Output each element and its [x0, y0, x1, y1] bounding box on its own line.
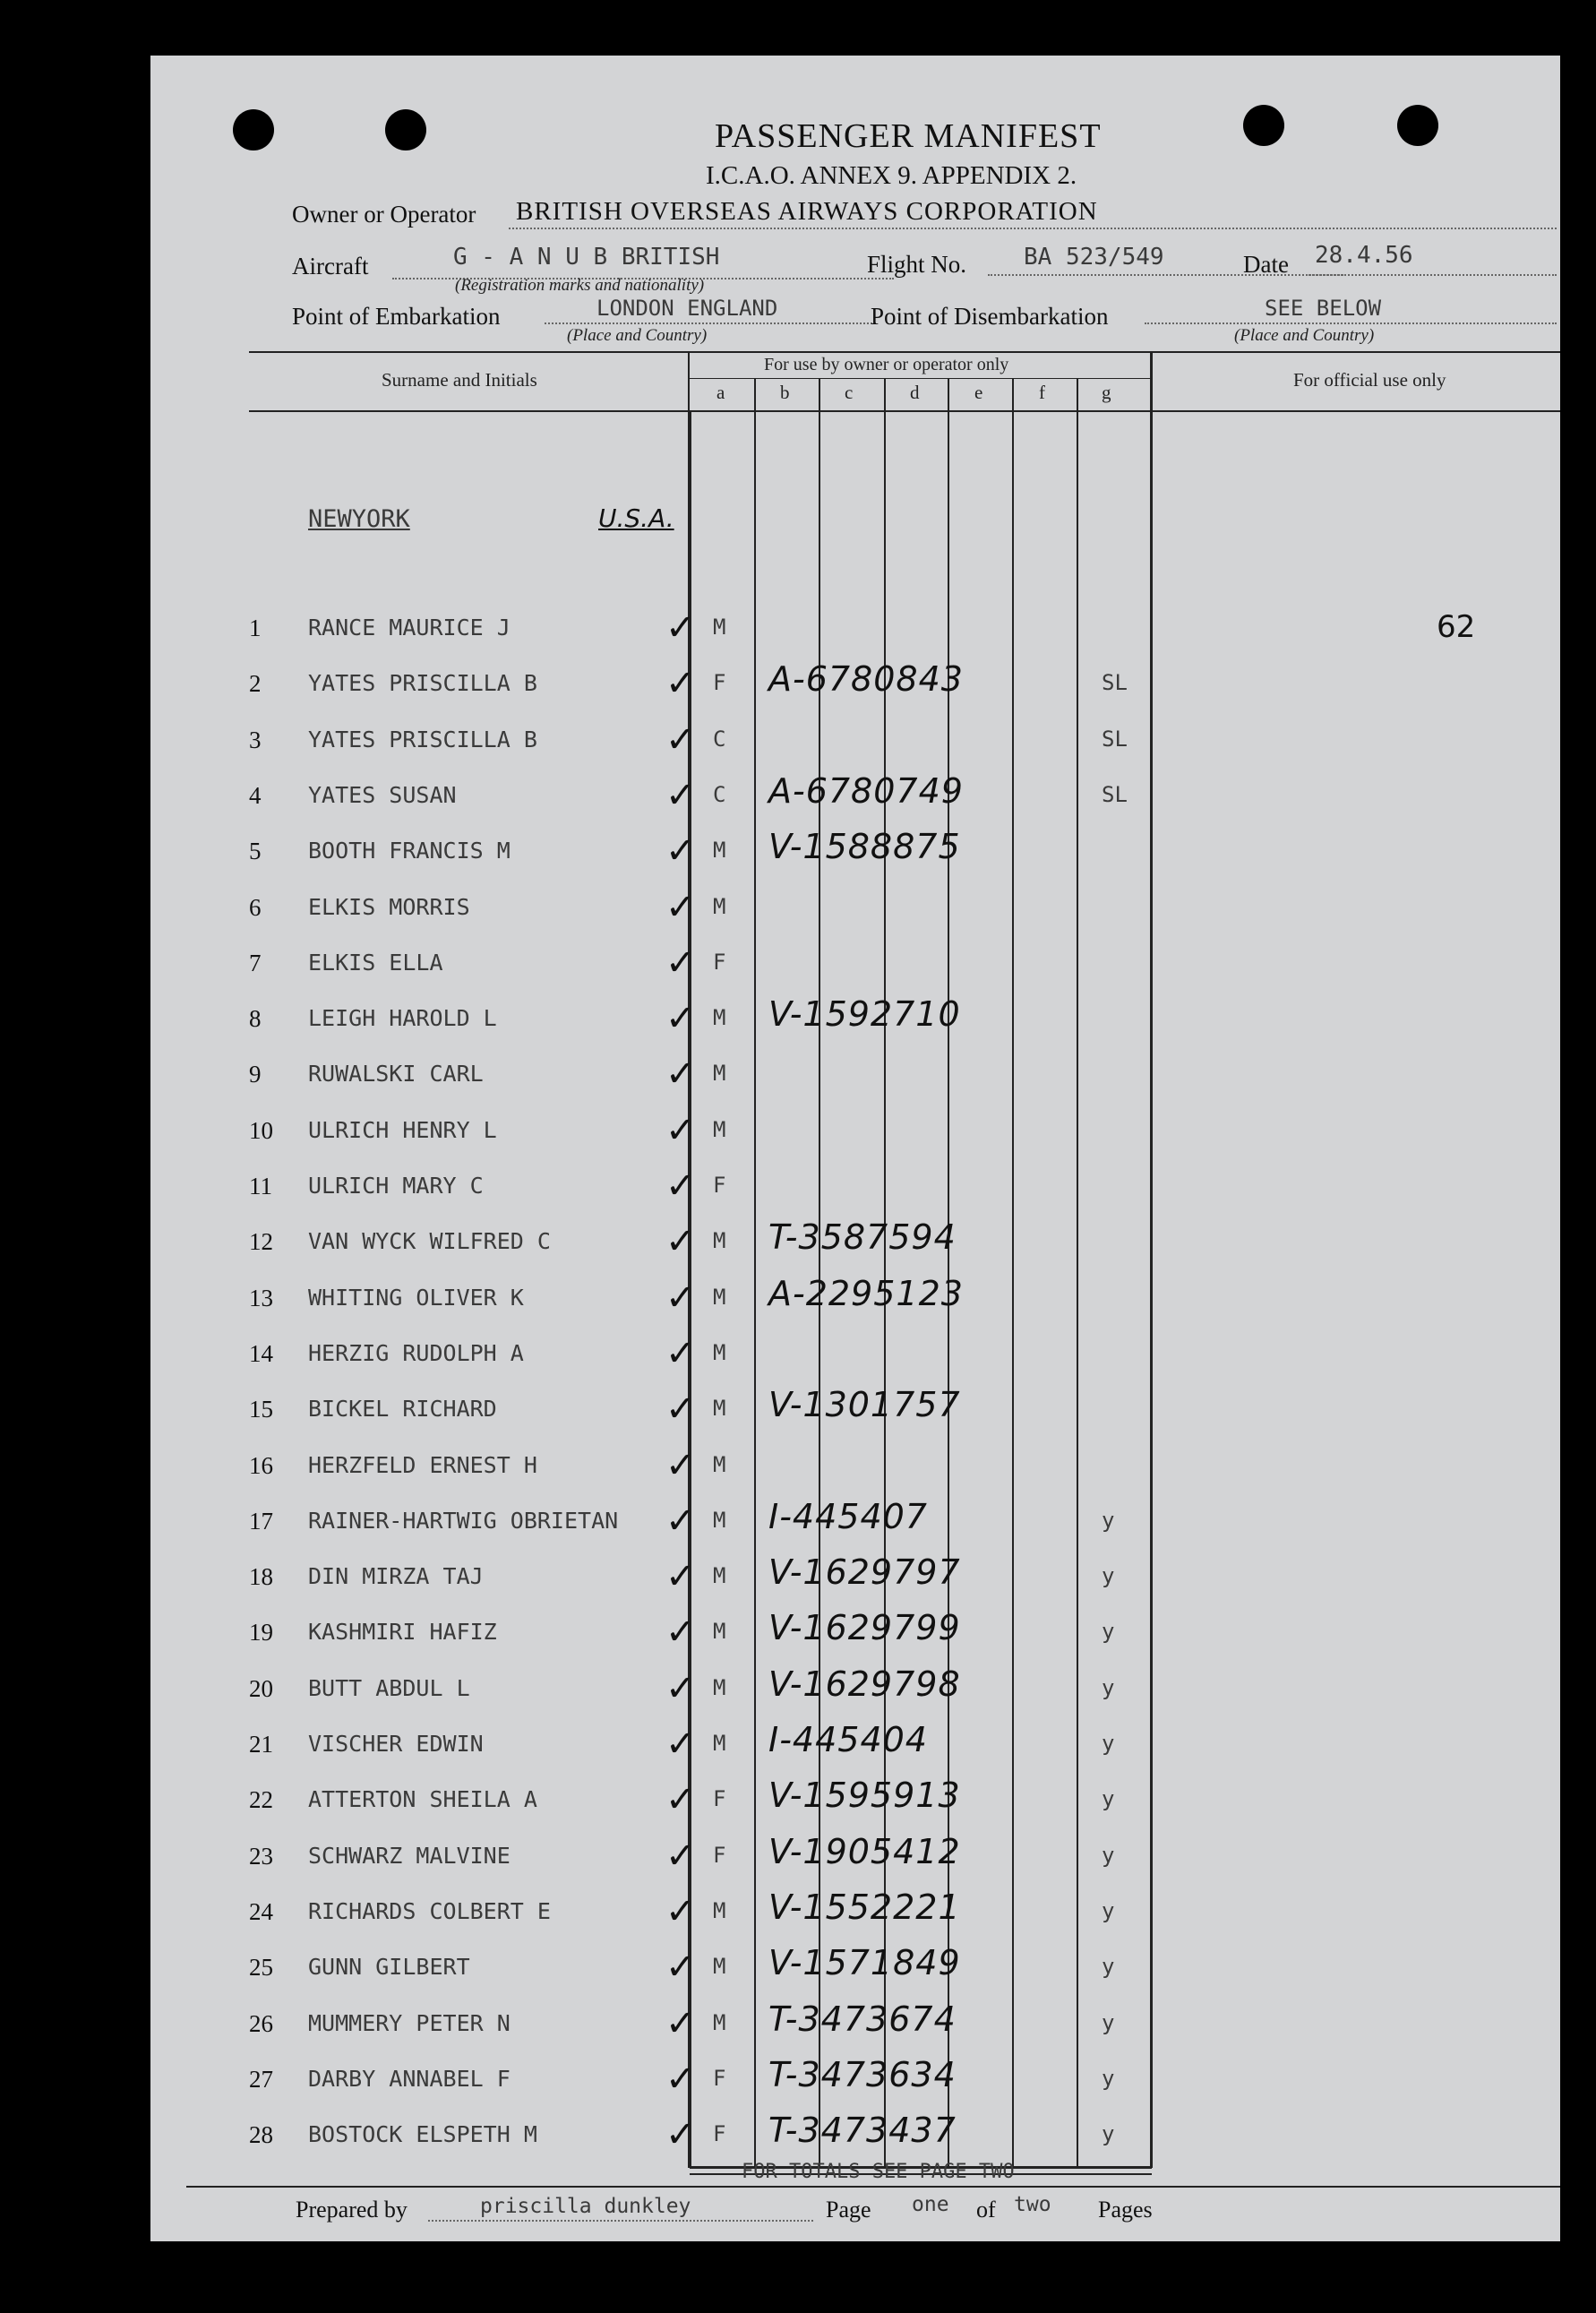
row-number: 26 — [249, 2009, 273, 2037]
document-number: T-3473634 — [768, 2054, 957, 2094]
row-number: 14 — [249, 1339, 273, 1367]
column-g-code: y — [1102, 1897, 1115, 1923]
manifest-title: PASSENGER MANIFEST — [715, 117, 1102, 155]
check-mark-icon: ✓ — [665, 718, 696, 761]
sex-code: C — [713, 726, 726, 752]
check-mark-icon: ✓ — [665, 1053, 696, 1096]
page-label: Page — [826, 2197, 871, 2223]
check-mark-icon: ✓ — [665, 607, 696, 649]
passenger-name: HERZFELD ERNEST H — [308, 1451, 537, 1478]
passenger-name: SCHWARZ MALVINE — [308, 1842, 511, 1869]
destination-city: NEWYORK — [308, 505, 410, 533]
passenger-name: ULRICH HENRY L — [308, 1116, 497, 1143]
check-mark-icon: ✓ — [665, 886, 696, 928]
passenger-name: RAINER-HARTWIG OBRIETAN — [308, 1507, 619, 1534]
manifest-sheet — [150, 56, 1560, 2241]
of-label: of — [976, 2197, 996, 2223]
document-number: T-3473674 — [768, 1999, 957, 2039]
pages-label: Pages — [1098, 2197, 1153, 2223]
embarkation-label: Point of Embarkation — [292, 303, 501, 330]
sex-code: M — [713, 1897, 726, 1923]
column-g-code: y — [1102, 2121, 1115, 2147]
document-number: V-1629799 — [768, 1608, 961, 1648]
column-g-code: y — [1102, 1731, 1115, 1756]
row-number: 10 — [249, 1116, 273, 1144]
document-number: V-1552221 — [768, 1887, 961, 1927]
sex-code: M — [713, 1061, 726, 1087]
row-number: 21 — [249, 1731, 273, 1758]
page-value: one — [912, 2193, 949, 2216]
destination-country: U.S.A. — [598, 503, 674, 533]
document-number: T-3473437 — [768, 2111, 957, 2151]
punch-hole-right-1 — [1243, 105, 1284, 146]
column-header-name: Surname and Initials — [382, 369, 537, 391]
subcol-g: g — [1102, 382, 1111, 403]
check-mark-icon: ✓ — [665, 1947, 696, 1989]
passenger-name: ELKIS MORRIS — [308, 893, 470, 920]
check-mark-icon: ✓ — [665, 1389, 696, 1431]
sex-code: M — [713, 1451, 726, 1477]
row-number: 6 — [249, 893, 262, 921]
document-number: V-1905412 — [768, 1831, 961, 1871]
sex-code: M — [713, 1674, 726, 1700]
passenger-name: YATES PRISCILLA B — [308, 726, 537, 752]
row-number: 27 — [249, 2065, 273, 2093]
disembarkation-caption: (Place and Country) — [1234, 326, 1375, 345]
row-number: 4 — [249, 781, 262, 809]
aircraft-value: G - A N U B BRITISH — [453, 244, 720, 271]
subcol-d: d — [910, 382, 920, 403]
flight-label: Flight No. — [867, 251, 967, 278]
totals-note: FOR TOTALS SEE PAGE TWO — [742, 2161, 1015, 2183]
subcol-a: a — [716, 382, 725, 403]
sex-code: M — [713, 838, 726, 864]
column-g-code: y — [1102, 1674, 1115, 1700]
passenger-name: DARBY ANNABEL F — [308, 2065, 511, 2092]
passenger-name: ULRICH MARY C — [308, 1173, 484, 1199]
document-number: V-1629797 — [768, 1552, 961, 1593]
row-number: 1 — [249, 615, 262, 641]
owner-label: Owner or Operator — [292, 201, 476, 228]
aircraft-label: Aircraft — [292, 253, 369, 279]
column-g-code: y — [1102, 2009, 1115, 2035]
sex-code: F — [713, 670, 726, 696]
document-number: A-6780843 — [768, 659, 964, 700]
check-mark-icon: ✓ — [665, 1890, 696, 1932]
check-mark-icon: ✓ — [665, 1779, 696, 1821]
document-number: A-6780749 — [768, 770, 964, 811]
disembarkation-label: Point of Disembarkation — [871, 303, 1109, 330]
column-g-code: y — [1102, 1619, 1115, 1645]
row-number: 2 — [249, 670, 262, 698]
check-mark-icon: ✓ — [665, 1500, 696, 1542]
check-mark-icon: ✓ — [665, 1835, 696, 1877]
row-number: 25 — [249, 1954, 273, 1982]
passenger-name: YATES PRISCILLA B — [308, 670, 537, 697]
document-number: I-445407 — [768, 1496, 928, 1536]
embarkation-caption: (Place and Country) — [567, 326, 708, 345]
punch-hole-right-2 — [1397, 105, 1438, 146]
row-number: 12 — [249, 1228, 273, 1256]
check-mark-icon: ✓ — [665, 1556, 696, 1598]
sex-code: M — [713, 1619, 726, 1645]
owner-value: BRITISH OVERSEAS AIRWAYS CORPORATION — [516, 197, 1098, 226]
column-g-code: SL — [1102, 726, 1128, 752]
passenger-name: MUMMERY PETER N — [308, 2009, 511, 2036]
check-mark-icon: ✓ — [665, 1444, 696, 1486]
subcol-b: b — [780, 382, 790, 403]
passenger-name: YATES SUSAN — [308, 781, 457, 808]
column-g-code: y — [1102, 1842, 1115, 1868]
passenger-name: DIN MIRZA TAJ — [308, 1563, 484, 1590]
embarkation-value: LONDON ENGLAND — [596, 296, 778, 321]
sex-code: M — [713, 1507, 726, 1533]
passenger-name: GUNN GILBERT — [308, 1954, 470, 1981]
sex-code: F — [713, 1786, 726, 1812]
sex-code: M — [713, 1396, 726, 1422]
sex-code: M — [713, 1116, 726, 1142]
passenger-name: VISCHER EDWIN — [308, 1731, 484, 1757]
sex-code: M — [713, 1339, 726, 1365]
check-mark-icon: ✓ — [665, 2002, 696, 2044]
official-note: 62 — [1437, 609, 1476, 645]
column-header-official: For official use only — [1293, 369, 1446, 391]
passenger-name: ELKIS ELLA — [308, 949, 443, 976]
document-number: V-1595913 — [768, 1776, 961, 1816]
sex-code: M — [713, 615, 726, 640]
sex-code: F — [713, 949, 726, 975]
row-number: 24 — [249, 1897, 273, 1925]
row-number: 28 — [249, 2121, 273, 2149]
of-value: two — [1014, 2193, 1051, 2216]
subcol-e: e — [974, 382, 983, 403]
check-mark-icon: ✓ — [665, 942, 696, 984]
aircraft-caption: (Registration marks and nationality) — [455, 276, 705, 295]
sex-code: M — [713, 1563, 726, 1589]
prepared-by-value: priscilla dunkley — [480, 2195, 691, 2218]
manifest-subtitle: I.C.A.O. ANNEX 9. APPENDIX 2. — [706, 161, 1077, 190]
column-g-code: SL — [1102, 670, 1128, 696]
document-number: V-1301757 — [768, 1385, 961, 1425]
subcol-c: c — [845, 382, 854, 403]
row-number: 3 — [249, 726, 262, 753]
document-number: A-2295123 — [768, 1273, 964, 1313]
document-number: T-3587594 — [768, 1217, 957, 1258]
sex-code: M — [713, 2009, 726, 2035]
row-number: 16 — [249, 1451, 273, 1479]
sex-code: M — [713, 893, 726, 919]
passenger-name: RANCE MAURICE J — [308, 615, 511, 641]
row-number: 13 — [249, 1284, 273, 1311]
row-number: 11 — [249, 1173, 272, 1199]
document-number: V-1588875 — [768, 827, 961, 867]
passenger-name: RUWALSKI CARL — [308, 1061, 484, 1088]
passenger-name: WHITING OLIVER K — [308, 1284, 524, 1311]
prepared-by-label: Prepared by — [296, 2197, 408, 2223]
row-number: 20 — [249, 1674, 273, 1702]
sex-code: F — [713, 2121, 726, 2147]
check-mark-icon: ✓ — [665, 2114, 696, 2156]
sex-code: F — [713, 2065, 726, 2091]
document-number: I-445404 — [768, 1720, 928, 1759]
check-mark-icon: ✓ — [665, 2058, 696, 2100]
check-mark-icon: ✓ — [665, 1724, 696, 1765]
column-g-code: y — [1102, 1507, 1115, 1533]
check-mark-icon: ✓ — [665, 1109, 696, 1151]
sex-code: M — [713, 1284, 726, 1310]
column-g-code: SL — [1102, 781, 1128, 807]
row-number: 22 — [249, 1786, 273, 1814]
sex-code: M — [713, 1731, 726, 1756]
passenger-name: BOOTH FRANCIS M — [308, 838, 511, 864]
document-number: V-1629798 — [768, 1664, 961, 1704]
check-mark-icon: ✓ — [665, 830, 696, 873]
row-number: 23 — [249, 1842, 273, 1870]
passenger-name: BUTT ABDUL L — [308, 1674, 470, 1701]
row-number: 8 — [249, 1005, 262, 1033]
sex-code: F — [713, 1173, 726, 1198]
passenger-name: RICHARDS COLBERT E — [308, 1897, 551, 1924]
row-number: 18 — [249, 1563, 273, 1591]
check-mark-icon: ✓ — [665, 1165, 696, 1207]
column-g-code: y — [1102, 1786, 1115, 1812]
flight-value: BA 523/549 — [1024, 244, 1164, 271]
column-g-code: y — [1102, 2065, 1115, 2091]
check-mark-icon: ✓ — [665, 1221, 696, 1263]
column-g-code: y — [1102, 1954, 1115, 1980]
sex-code: M — [713, 1954, 726, 1980]
document-number: V-1571849 — [768, 1943, 961, 1983]
disembarkation-value: SEE BELOW — [1265, 296, 1382, 321]
row-number: 19 — [249, 1619, 273, 1647]
passenger-name: KASHMIRI HAFIZ — [308, 1619, 497, 1646]
row-number: 7 — [249, 949, 262, 976]
document-number: V-1592710 — [768, 994, 961, 1035]
punch-hole-left-2 — [385, 109, 426, 150]
sex-code: M — [713, 1228, 726, 1254]
row-number: 17 — [249, 1507, 273, 1535]
passenger-name: VAN WYCK WILFRED C — [308, 1228, 551, 1255]
sex-code: C — [713, 781, 726, 807]
date-label: Date — [1243, 251, 1289, 278]
passenger-name: BICKEL RICHARD — [308, 1396, 497, 1423]
column-header-owner-group: For use by owner or operator only — [764, 355, 1009, 374]
passenger-name: BOSTOCK ELSPETH M — [308, 2121, 537, 2148]
check-mark-icon: ✓ — [665, 1667, 696, 1709]
row-number: 5 — [249, 838, 262, 865]
sex-code: M — [713, 1005, 726, 1031]
subcol-f: f — [1039, 382, 1045, 403]
check-mark-icon: ✓ — [665, 998, 696, 1040]
punch-hole-left-1 — [233, 109, 274, 150]
check-mark-icon: ✓ — [665, 1332, 696, 1374]
column-g-code: y — [1102, 1563, 1115, 1589]
row-number: 15 — [249, 1396, 273, 1423]
date-value: 28.4.56 — [1315, 242, 1413, 269]
check-mark-icon: ✓ — [665, 1612, 696, 1654]
passenger-name: LEIGH HAROLD L — [308, 1005, 497, 1032]
row-number: 9 — [249, 1061, 262, 1088]
check-mark-icon: ✓ — [665, 774, 696, 816]
passenger-name: ATTERTON SHEILA A — [308, 1786, 537, 1813]
check-mark-icon: ✓ — [665, 1277, 696, 1319]
sex-code: F — [713, 1842, 726, 1868]
passenger-name: HERZIG RUDOLPH A — [308, 1339, 524, 1366]
check-mark-icon: ✓ — [665, 663, 696, 705]
